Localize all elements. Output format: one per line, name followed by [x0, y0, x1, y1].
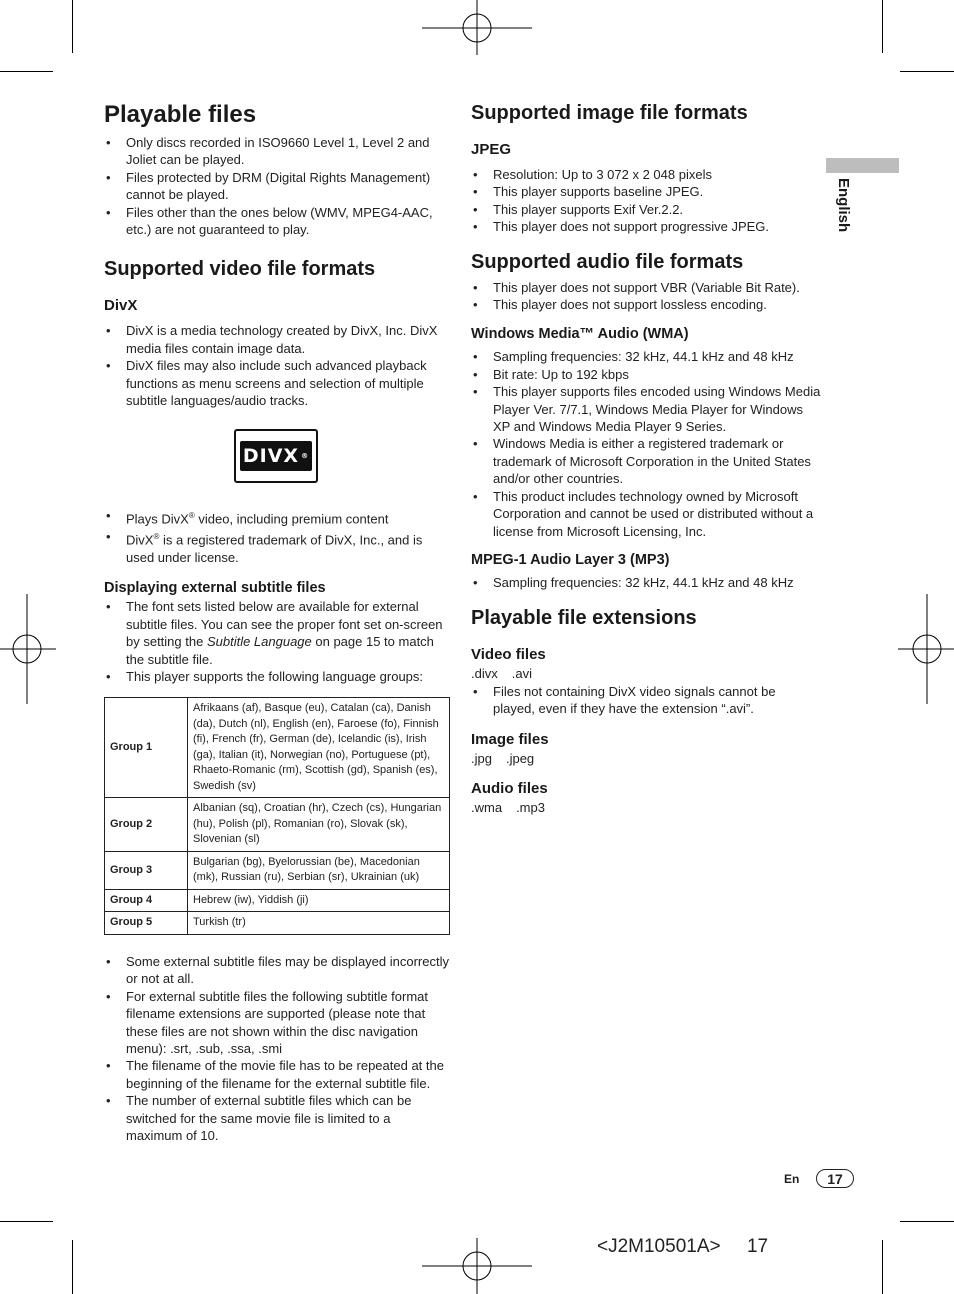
language-groups-table — [104, 697, 450, 935]
crop-mark — [72, 0, 73, 53]
list-item: • Bit rate: Up to 192 kbps — [471, 366, 821, 383]
registration-mark-icon — [0, 592, 56, 706]
list-item: • Windows Media is either a registered trademark or trademark of Microsoft Corporation in the United States and/or other countries. — [471, 435, 821, 487]
list-item: • Sampling frequencies: 32 kHz, 44.1 kHz and 48 kHz — [471, 574, 821, 591]
crop-mark — [72, 1240, 73, 1294]
list-item: • The font sets listed below are available for external subtitle files. You can see the proper font set on-screen by setting the Subtitle Language on page 15 to match the subtitle file. — [104, 598, 450, 668]
language-tab — [826, 158, 899, 173]
list-item: • DivX is a media technology created by DivX, Inc. DivX media files contain image data. — [104, 322, 450, 357]
crop-mark — [900, 1221, 954, 1222]
divx-heading: DivX — [104, 297, 138, 315]
audio-extensions: .wma .mp3 — [471, 799, 545, 815]
list-item: • Only discs recorded in ISO9660 Level 1, Level 2 and Joliet can be played. — [104, 134, 450, 169]
right-column — [471, 100, 821, 816]
video-files-heading: Video files — [471, 646, 546, 664]
crop-mark — [882, 1240, 883, 1294]
list-item: • Plays DivX® video, including premium content — [104, 507, 450, 528]
video-extensions: .divx .avi — [471, 666, 532, 682]
page-number: 17 — [816, 1169, 854, 1188]
subtitle-list — [104, 598, 450, 685]
crop-mark — [0, 71, 53, 72]
list-item: • This player supports baseline JPEG. — [471, 183, 821, 200]
audio-formats-heading: Supported audio file formats — [471, 250, 744, 273]
list-item: • Files protected by DRM (Digital Rights Management) cannot be played. — [104, 169, 450, 204]
mp3-list — [471, 574, 821, 591]
list-item: • The filename of the movie file has to be repeated at the beginning of the filename for the external subtitle file. — [104, 1057, 450, 1092]
list-item: • This player does not support VBR (Variable Bit Rate). — [471, 279, 821, 296]
list-item: • DivX® is a registered trademark of DivX, Inc., and is used under license. — [104, 528, 450, 566]
list-item: • The number of external subtitle files which can be switched for the same movie file is limited to a maximum of 10. — [104, 1092, 450, 1144]
table-row: Group 4 Hebrew (iw), Yiddish (ji) — [105, 889, 450, 912]
jpeg-list — [471, 166, 821, 236]
image-extensions: .jpg .jpeg — [471, 750, 535, 766]
list-item: • This player does not support lossless encoding. — [471, 296, 821, 313]
wma-list — [471, 348, 821, 539]
list-item: • This player supports the following language groups: — [104, 668, 450, 685]
list-item: • Files other than the ones below (WMV, MPEG4-AAC, etc.) are not guaranteed to play. — [104, 204, 450, 239]
subtitle-heading: Displaying external subtitle files — [104, 580, 326, 597]
crop-mark — [882, 0, 883, 53]
image-formats-heading: Supported image file formats — [471, 102, 748, 124]
registration-mark-icon — [420, 0, 534, 60]
table-row: Group 1 Afrikaans (af), Basque (eu), Catalan (ca), Danish (da), Dutch (nl), English (en), Faroese (fo), Finnish (fi), French (fr), German (de), Icelandic (is), Irish (ga), Italian (it), Norwegian (no), Portuguese (pt), Rhaeto-Romanic (rm), Scottish (gd), Spanish (es), Swedish (sv) — [105, 698, 450, 798]
list-item: • This player supports Exif Ver.2.2. — [471, 201, 821, 218]
list-item: • Resolution: Up to 3 072 x 2 048 pixels — [471, 166, 821, 183]
video-formats-heading: Supported video file formats — [104, 258, 376, 281]
registration-mark-icon — [420, 1238, 534, 1294]
divx-logo-reg: ® — [301, 452, 310, 461]
table-row: Group 3 Bulgarian (bg), Byelorussian (be), Macedonian (mk), Russian (ru), Serbian (sr), Ukrainian (uk) — [105, 851, 450, 889]
file-extensions-heading: Playable file extensions — [471, 607, 697, 630]
list-item: • Files not containing DivX video signals cannot be played, even if they have the extension “.avi”. — [471, 683, 821, 718]
list-item: • Some external subtitle files may be displayed incorrectly or not at all. — [104, 953, 450, 988]
mp3-heading: MPEG-1 Audio Layer 3 (MP3) — [471, 551, 670, 568]
list-item: • DivX files may also include such advanced playback functions as menu screens and selection of multiple subtitle languages/audio tracks. — [104, 357, 450, 409]
list-item: • This product includes technology owned by Microsoft Corporation and cannot be used or distributed without a license from Microsoft Licensing, Inc. — [471, 488, 821, 540]
left-column — [104, 100, 450, 1144]
jpeg-heading: JPEG — [471, 141, 512, 158]
subtitle-notes-list — [104, 953, 450, 1144]
registration-mark-icon — [898, 592, 954, 706]
table-row: Group 2 Albanian (sq), Croatian (hr), Czech (cs), Hungarian (hu), Polish (pl), Romanian (ro), Slovak (sk), Slovenian (sl) — [105, 798, 450, 852]
language-label: English — [835, 178, 852, 233]
document-code: <J2M10501A> 17 — [597, 1236, 769, 1257]
page-title: Playable files — [104, 101, 257, 128]
crop-mark — [900, 71, 954, 72]
list-item: • For external subtitle files the following subtitle format filename extensions are supported (please note that these files are not shown within the disc navigation menu): .srt, .sub, .ssa, .smi — [104, 988, 450, 1058]
wma-heading: Windows Media™ Audio (WMA) — [471, 326, 689, 343]
language-code: En — [784, 1172, 800, 1186]
list-item: • This player supports files encoded using Windows Media Player Ver. 7/7.1, Windows Media Player for Windows XP and Windows Media Player 9 Series. — [471, 383, 821, 435]
audio-list — [471, 279, 821, 314]
list-item: • This player does not support progressive JPEG. — [471, 218, 821, 235]
divx-list — [104, 322, 450, 409]
divx-logo-text: DIVX — [242, 445, 300, 468]
divx-trademark-list — [104, 507, 450, 566]
image-files-heading: Image files — [471, 730, 549, 748]
video-files-list — [471, 683, 821, 718]
audio-files-heading: Audio files — [471, 779, 548, 797]
intro-list — [104, 134, 450, 238]
table-row: Group 5 Turkish (tr) — [105, 912, 450, 935]
crop-mark — [0, 1221, 53, 1222]
list-item: • Sampling frequencies: 32 kHz, 44.1 kHz and 48 kHz — [471, 348, 821, 365]
divx-logo — [234, 429, 450, 483]
